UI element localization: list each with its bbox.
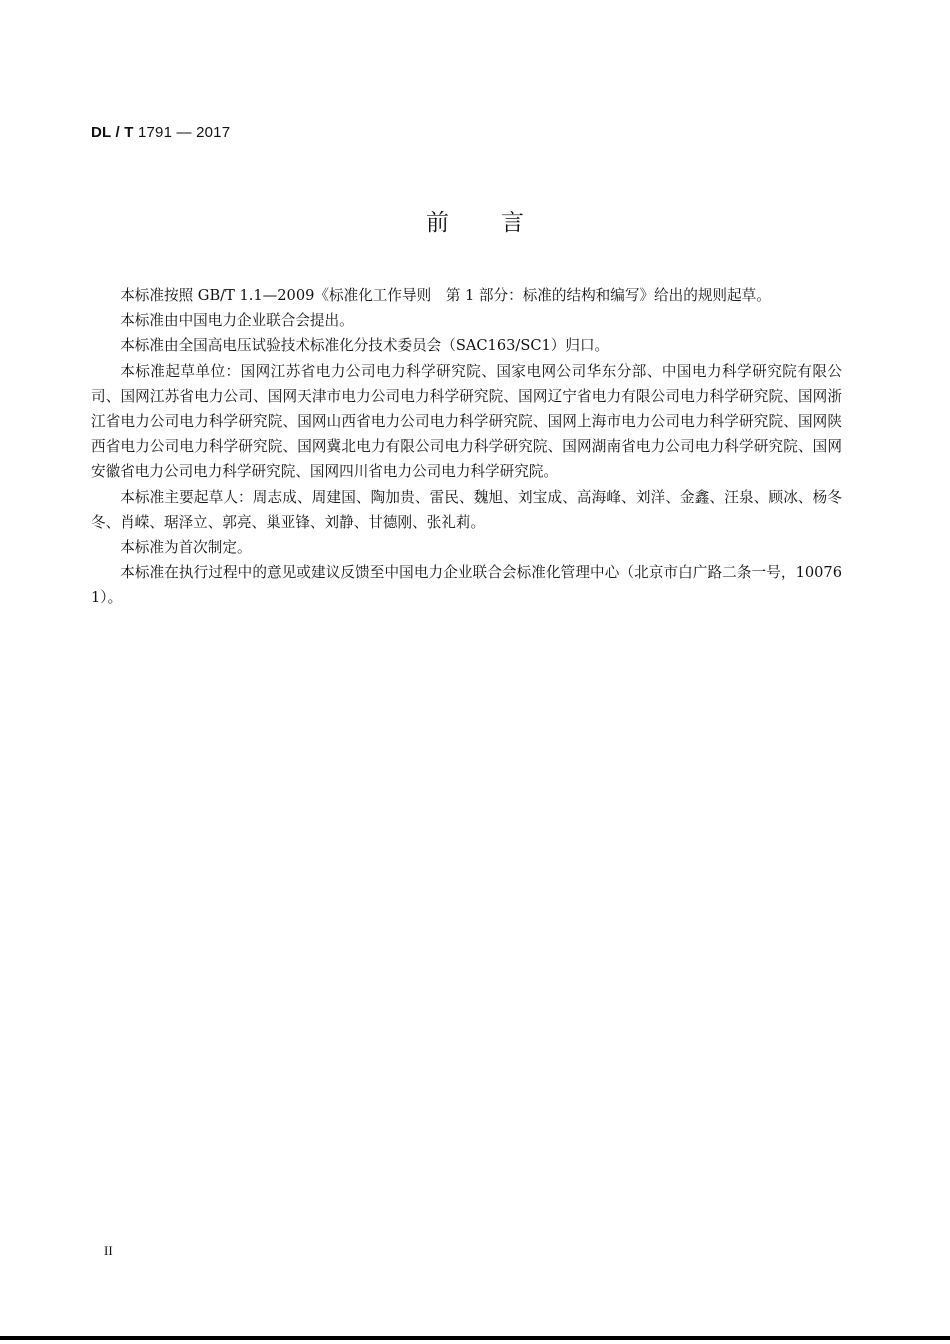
paragraph-feedback: 本标准在执行过程中的意见或建议反馈至中国电力企业联合会标准化管理中心（北京市白广路二条一号，100761）。 — [91, 564, 842, 607]
page-title: 前言 — [426, 210, 576, 236]
paragraph-drafting-rules: 本标准按照 GB/T 1.1—2009《标准化工作导则 第 1 部分：标准的结构和编写》给出的规则起草。 — [120, 287, 771, 304]
paragraph-proposer: 本标准由中国电力企业联合会提出。 — [120, 312, 354, 330]
page-number: II — [104, 1243, 113, 1258]
paragraph-drafters: 本标准主要起草人：周志成、周建国、陶加贵、雷民、魏旭、刘宝成、高海峰、刘洋、金鑫、汪泉、顾冰、杨冬冬、肖嵘、琚泽立、郭亮、巢亚锋、刘静、甘德刚、张礼莉。 — [91, 488, 842, 531]
standard-code-number: 1791 — 2017 — [137, 124, 231, 141]
paragraph-first-edition: 本标准为首次制定。 — [120, 539, 252, 557]
standard-code-prefix: DL / T — [91, 124, 134, 141]
paragraph-drafting-units: 本标准起草单位：国网江苏省电力公司电力科学研究院、国家电网公司华东分部、中国电力科学研究院有限公司、国网江苏省电力公司、国网天津市电力公司电力科学研究院、国网辽宁省电力有限公司电力科学研究院、国网浙江省电力公司电力科学研究院、国网山西省电力公司电力科学研究院、国网上海市电力公司电力科学研究院、国网陕西省电力公司电力科学研究院、国网冀北电力有限公司电力科学研究院、国网湖南省电力公司电力科学研究院、国网安徽省电力公司电力科学研究院、国网四川省电力公司电力科学研究院。 — [91, 362, 842, 481]
standard-code-header — [91, 124, 230, 141]
foreword-body — [91, 283, 842, 611]
bottom-border-line — [0, 1336, 950, 1340]
paragraph-committee: 本标准由全国高电压试验技术标准化分技术委员会（SAC163/SC1）归口。 — [120, 337, 610, 355]
